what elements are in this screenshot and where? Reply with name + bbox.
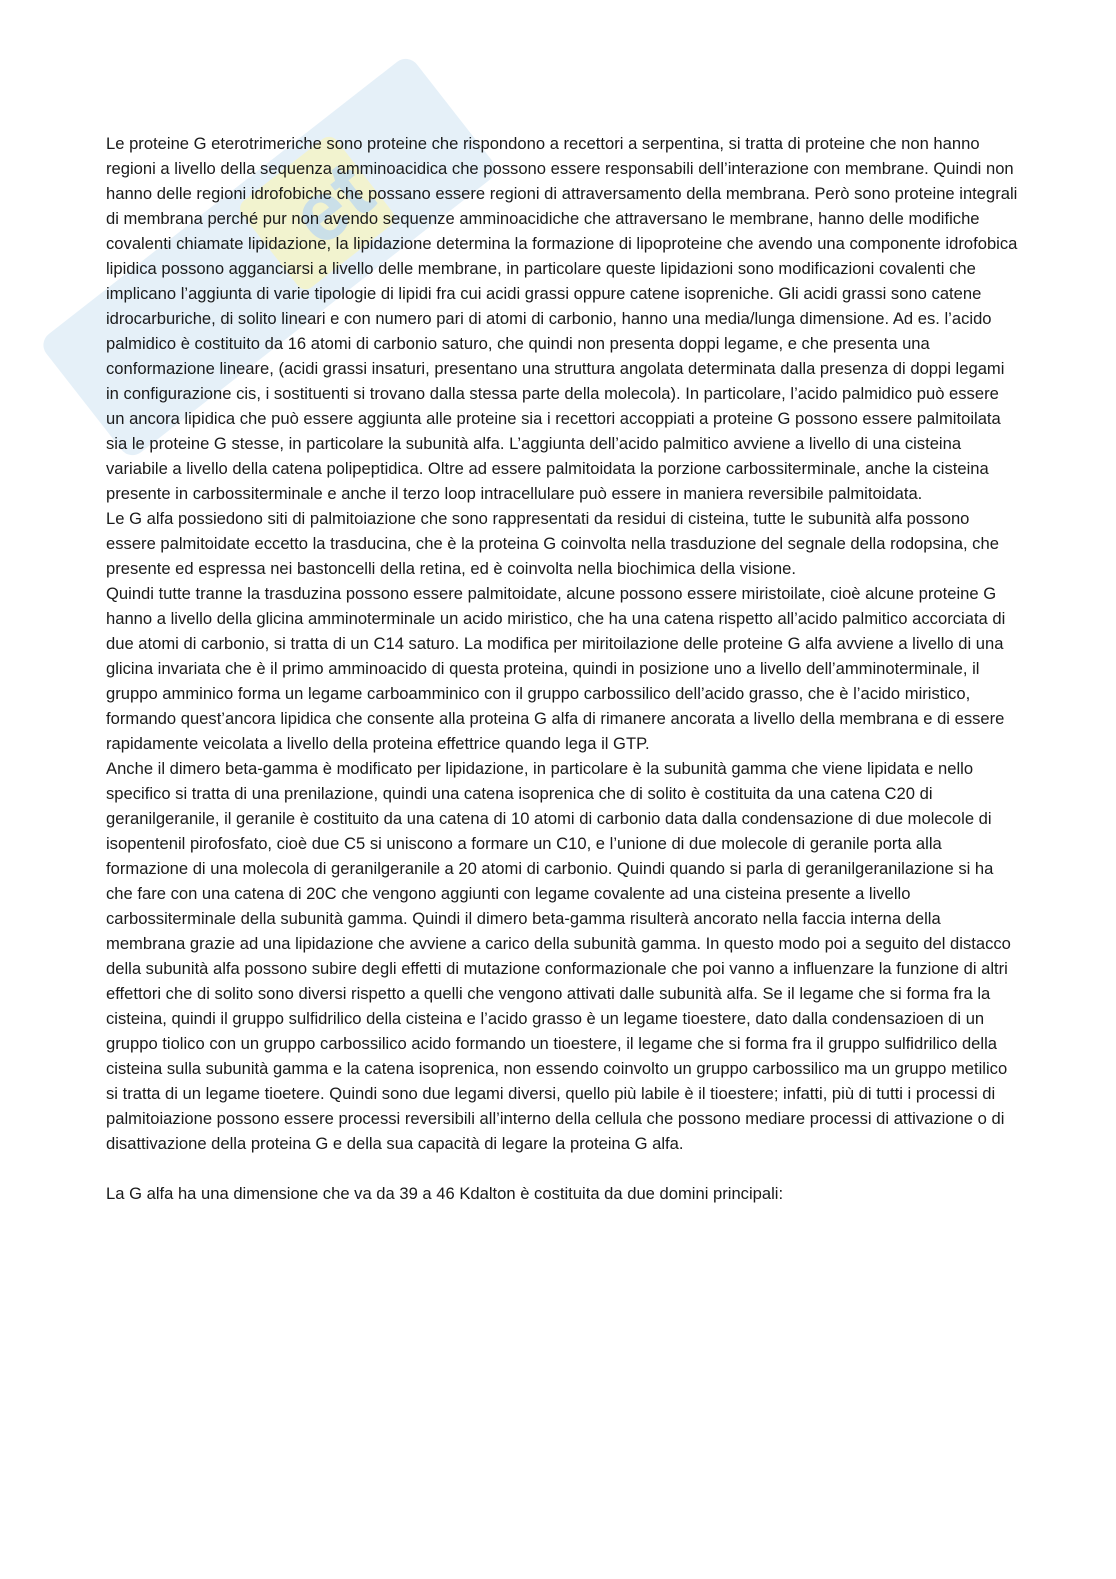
- document-body: [106, 131, 1018, 1206]
- paragraph-palmitoylation-sites: Le G alfa possiedono siti di palmitoiazione che sono rappresentati da residui di cisteina, tutte le subunità alfa possono essere palmitoidate eccetto la trasducina, che è la proteina G coinvolta nella trasduzione del segnale della rodopsina, che presente ed espressa nei bastoncelli della retina, ed è coinvolta nella biochimica della visione.: [106, 509, 999, 578]
- paragraph-lipidation-intro: Le proteine G eterotrimeriche sono proteine che rispondono a recettori a serpentina, si tratta di proteine che non hanno regioni a livello della sequenza amminoacidica che possono essere responsabili dell’interazione con membrane. Quindi non hanno delle regioni idrofobiche che possano essere regioni di attraversamento della membrana. Però sono proteine integrali di membrana perché pur non avendo sequenze amminoacidiche che attraversano le membrane, hanno delle modifiche covalenti chiamate lipidazione, la lipidazione determina la formazione di lipoproteine che avendo una componente idrofobica lipidica possono agganciarsi a livello delle membrane, in particolare queste lipidazioni sono modificazioni covalenti che implicano l’aggiunta di varie tipologie di lipidi fra cui acidi grassi oppure catene isopreniche. Gli acidi grassi sono catene idrocarburiche, di solito lineari e con numero pari di atomi di carbonio, hanno una media/lunga dimensione. Ad es. l’acido palmidico è costituito da 16 atomi di carbonio saturo, che quindi non presenta doppi legame, e che presenta una conformazione lineare, (acidi grassi insaturi, presentano una struttura angolata determinata dalla presenza di doppi legami in configurazione cis, i sostituenti si trovano dalla stessa parte della molecola). In particolare, l’acido palmidico può essere un ancora lipidica che può essere aggiunta alle proteine sia i recettori accoppiati a proteine G possono essere palmitoilata sia le proteine G stesse, in particolare la subunità alfa. L’aggiunta dell’acido palmitico avviene a livello di una cisteina variabile a livello della catena polipeptidica. Oltre ad essere palmitoidata la porzione carbossiterminale, anche la cisteina presente in carbossiterminale e anche il terzo loop intracellulare può essere in maniera reversibile palmitoidata.: [106, 134, 1018, 503]
- paragraph-prenylation: Anche il dimero beta-gamma è modificato per lipidazione, in particolare è la subunità gamma che viene lipidata e nello specifico si tratta di una prenilazione, quindi una catena isoprenica che di solito è costituita da una catena C20 di geranilgeranile, il geranile è costituito da una catena di 10 atomi di carbonio data dalla condensazione di due molecole di isopentenil pirofosfato, cioè due C5 si uniscono a formare un C10, e l’unione di due molecole di geranile porta alla formazione di una molecola di geranilgeranile a 20 atomi di carbonio. Quindi quando si parla di geranilgeranilazione si ha che fare con una catena di 20C che vengono aggiunti con legame covalente ad una cisteina presente a livello carbossiterminale della subunità gamma. Quindi il dimero beta-gamma risulterà ancorato nella faccia interna della membrana grazie ad una lipidazione che avviene a carico della subunità gamma. In questo modo poi a seguito del distacco della subunità alfa possono subire degli effetti di mutazione conformazionale che poi vanno a influenzare la funzione di altri effettori che di solito sono diversi rispetto a quelli che vengono attivati dalle subunità alfa. Se il legame che si forma fra la cisteina, quindi il gruppo sulfidrilico della cisteina e l’acido grasso è un legame tioestere, dato dalla condensazioen di un gruppo tiolico con un gruppo carbossilico acido formando un tioestere, il legame che si forma fra il gruppo sulfidrilico della cisteina sulla subunità gamma e la catena isoprenica, non essendo coinvolto un gruppo carbossilico ma un gruppo metilico si tratta di un legame tioetere. Quindi sono due legami diversi, quello più labile è il tioestere; infatti, più di tutti i processi di palmitoiazione possono essere processi reversibili all’interno della cellula che possono mediare processi di attivazione o di disattivazione della proteina G e della sua capacità di legare la proteina G alfa.: [106, 759, 1011, 1153]
- paragraph-myristoylation: Quindi tutte tranne la trasduzina possono essere palmitoidate, alcune possono essere miristoilate, cioè alcune proteine G hanno a livello della glicina amminoterminale un acido miristico, che ha una catena rispetto all’acido palmitico accorciata di due atomi di carbonio, si tratta di un C14 saturo. La modifica per miritoilazione delle proteine G alfa avviene a livello di una glicina invariata che è il primo amminoacido di questa proteina, quindi in posizione uno a livello dell’amminoterminale, il gruppo amminico forma un legame carboamminico con il gruppo carbossilico dell’acido grasso, che è l’acido miristico, formando quest’ancora lipidica che consente alla proteina G alfa di rimanere ancorata a livello della membrana e di essere rapidamente veicolata a livello della proteina effettrice quando lega il GTP.: [106, 584, 1006, 753]
- watermark-text: et: [273, 143, 390, 264]
- paragraph-spacer: [106, 1156, 1018, 1181]
- paragraph-g-alpha-domains: La G alfa ha una dimensione che va da 39 a 46 Kdalton è costituita da due domini principali:: [106, 1184, 784, 1203]
